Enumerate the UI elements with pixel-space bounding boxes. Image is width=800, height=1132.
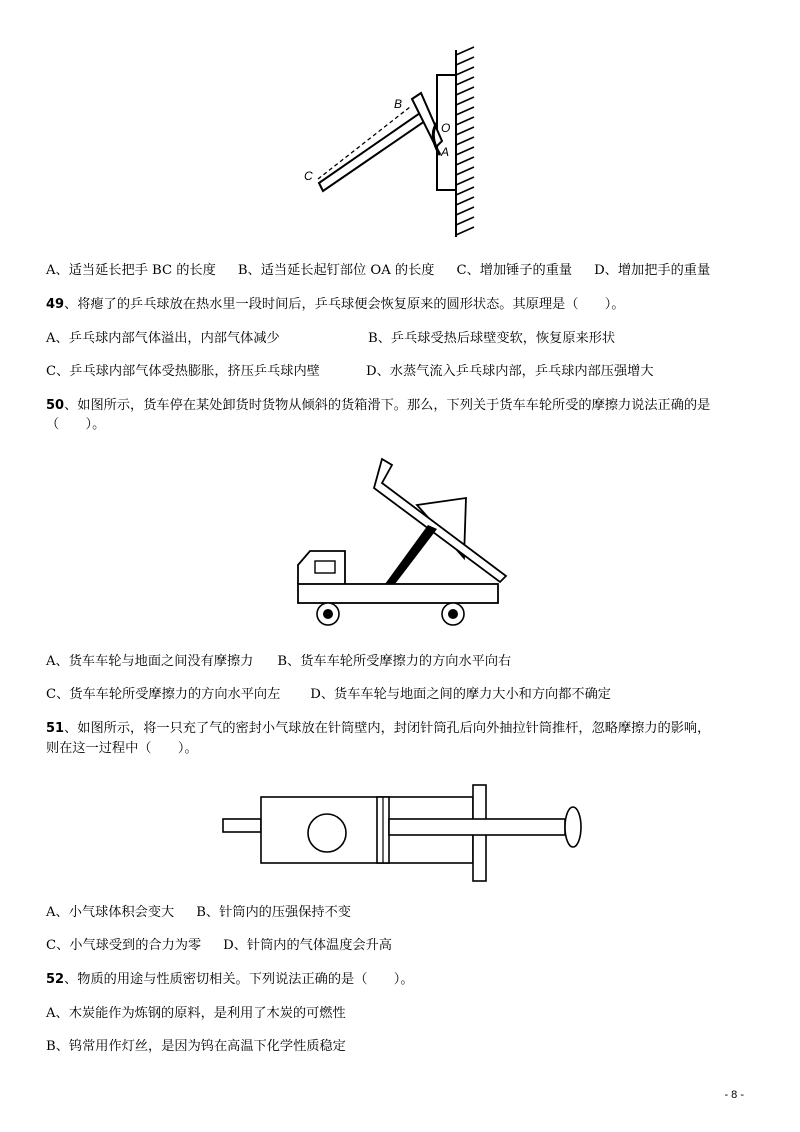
q50-options-ab	[46, 653, 511, 671]
truck-chassis	[298, 584, 498, 603]
q49-option-c: C、乒乓球内部气体受热膨胀，挤压乒乓球内壁	[46, 364, 320, 379]
q48-option-a: A、适当延长把手 BC 的长度	[46, 263, 216, 278]
q52-option-a: A、木炭能作为炼钢的原料，是利用了木炭的可燃性	[46, 1006, 346, 1021]
hammer-handle	[319, 113, 425, 191]
q49-number: 49	[46, 297, 65, 312]
q48-option-b: B、适当延长起钉部位 OA 的长度	[237, 263, 435, 278]
dashed-line-bc	[318, 107, 410, 179]
rear-wheel-hub	[448, 609, 458, 619]
hammer-figure	[290, 45, 490, 245]
q51-option-a: A、小气球体积会变大	[46, 905, 175, 920]
q51-stem-text: 、如图所示，将一只充了气的密封小气球放在针筒壁内，封闭针筒孔后向外抽拉针筒推杆，忽略摩擦力的影响，	[64, 721, 711, 736]
q48-option-d: D、增加把手的重量	[594, 263, 711, 278]
q49-option-a: A、乒乓球内部气体溢出，内部气体减少	[46, 331, 280, 346]
q52-option-b: B、钨常用作灯丝，是因为钨在高温下化学性质稳定	[46, 1039, 346, 1054]
q50-option-c: C、货车车轮所受摩擦力的方向水平向左	[46, 687, 281, 702]
q51-option-b: B、针筒内的压强保持不变	[196, 905, 351, 920]
q51-stem-line1	[46, 720, 710, 738]
q51-option-d: D、针筒内的气体温度会升高	[223, 938, 392, 953]
q50-stem-text: 、如图所示，货车停在某处卸货时货物从倾斜的货箱滑下。那么，下列关于货车车轮所受的摩擦力说法正确的是	[64, 398, 711, 413]
q48-option-c: C、增加锤子的重量	[456, 263, 573, 278]
q50-option-b: B、货车车轮所受摩擦力的方向水平向右	[277, 654, 512, 669]
label-o: O	[441, 121, 451, 135]
q49-stem	[46, 296, 625, 314]
q52-stem-text: 、物质的用途与性质密切相关。下列说法正确的是（ ）。	[64, 972, 414, 987]
q50-stem-line2: （ ）。	[46, 417, 106, 432]
q52-stem	[46, 971, 414, 989]
front-wheel-hub	[323, 609, 333, 619]
q50-options-cd	[46, 686, 611, 704]
plunger-handle	[565, 807, 581, 847]
q51-options-cd	[46, 937, 392, 955]
syringe-figure	[215, 775, 590, 887]
q49-options-cd	[46, 363, 654, 381]
q51-stem-line2: 则在这一过程中（ ）。	[46, 741, 198, 756]
q50-stem-line1	[46, 397, 710, 415]
q50-number: 50	[46, 398, 65, 413]
wall	[456, 47, 474, 237]
label-a: A	[441, 145, 450, 159]
q49-option-d: D、水蒸气流入乒乓球内部，乒乓球内部压强增大	[366, 364, 654, 379]
q51-options-ab	[46, 904, 351, 922]
label-c: C	[304, 169, 313, 183]
q50-option-d: D、货车车轮与地面之间的摩力大小和方向都不确定	[310, 687, 611, 702]
hydraulic-arm	[385, 525, 437, 584]
syringe-nozzle	[223, 819, 261, 832]
q48-options	[46, 262, 710, 280]
q49-option-b: B、乒乓球受热后球壁变软，恢复原来形状	[368, 331, 616, 346]
truck-figure	[290, 455, 510, 630]
q52-number: 52	[46, 972, 65, 987]
q51-option-c: C、小气球受到的合力为零	[46, 938, 202, 953]
q49-stem-text: 、将瘪了的乒乓球放在热水里一段时间后，乒乓球便会恢复原来的圆形状态。其原理是（ ）。	[64, 297, 625, 312]
balloon	[308, 814, 346, 852]
q49-options-ab	[46, 330, 615, 348]
label-b: B	[394, 97, 403, 111]
q51-number: 51	[46, 721, 65, 736]
page-number: - 8 -	[724, 1089, 744, 1101]
plunger-rod	[389, 819, 565, 835]
q50-option-a: A、货车车轮与地面之间没有摩擦力	[46, 654, 254, 669]
truck-window	[315, 561, 335, 573]
